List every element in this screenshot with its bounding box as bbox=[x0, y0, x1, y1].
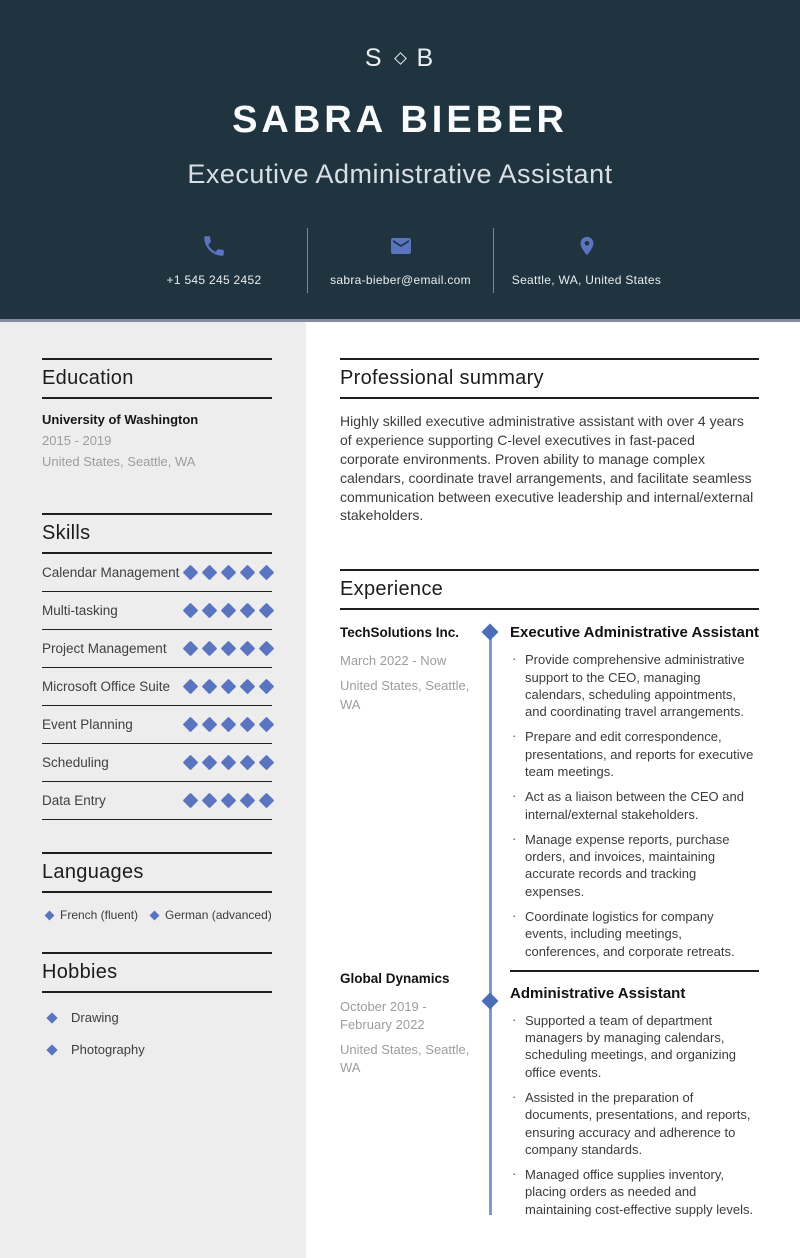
timeline-column bbox=[470, 624, 510, 960]
summary-title-block bbox=[340, 358, 759, 399]
skill-label: Event Planning bbox=[42, 717, 133, 732]
languages-title: Languages bbox=[42, 861, 144, 883]
job-dates: October 2019 - February 2022 bbox=[340, 998, 427, 1032]
monogram-left-letter: S bbox=[364, 44, 384, 72]
education-section bbox=[42, 358, 272, 469]
job-bullet: · Supported a team of department managers by managing calendars, scheduling meetings, and organizing office events. bbox=[510, 1012, 759, 1081]
experience-title: Experience bbox=[340, 578, 444, 601]
languages-list bbox=[42, 908, 272, 922]
skill-row bbox=[42, 630, 272, 668]
phone-number: +1 545 245 2452 bbox=[166, 273, 262, 287]
language-item bbox=[46, 908, 138, 922]
skill-diamond-icon bbox=[259, 679, 275, 695]
job-bullet-list bbox=[510, 1012, 759, 1218]
phone-icon bbox=[201, 232, 227, 260]
skill-diamond-icon bbox=[202, 565, 218, 581]
candidate-name: SABRA BIEBER bbox=[232, 99, 568, 141]
skill-diamond-icon bbox=[240, 641, 256, 657]
skill-diamond-icon bbox=[240, 565, 256, 581]
skill-diamond-icon bbox=[183, 565, 199, 581]
skill-diamond-icon bbox=[183, 641, 199, 657]
diamond-bullet-icon bbox=[45, 910, 55, 920]
education-title-block bbox=[42, 358, 272, 399]
job-bullet: · Manage expense reports, purchase orders, and invoices, maintaining accurate records and tracking expenses. bbox=[510, 831, 759, 900]
contact-phone bbox=[121, 228, 307, 293]
email-icon bbox=[386, 232, 416, 260]
skill-label: Project Management bbox=[42, 641, 167, 656]
hobby-item bbox=[42, 1042, 272, 1057]
skill-level-diamonds bbox=[185, 681, 272, 692]
skills-title: Skills bbox=[42, 522, 91, 544]
header bbox=[0, 0, 800, 322]
skill-diamond-icon bbox=[183, 679, 199, 695]
job-separator bbox=[510, 970, 759, 972]
diamond-bullet-icon bbox=[46, 1012, 57, 1023]
skill-diamond-icon bbox=[221, 679, 237, 695]
skill-label: Multi-tasking bbox=[42, 603, 118, 618]
job-bullet-list bbox=[510, 651, 759, 960]
job-bullet: · Managed office supplies inventory, placing orders as needed and maintaining cost-effective supply levels. bbox=[510, 1166, 759, 1218]
skills-list bbox=[42, 554, 272, 820]
education-title: Education bbox=[42, 367, 134, 389]
job-details bbox=[510, 624, 759, 960]
diamond-bullet-icon bbox=[46, 1044, 57, 1055]
skill-diamond-icon bbox=[183, 755, 199, 771]
education-dates: 2015 - 2019 bbox=[42, 433, 112, 448]
skill-diamond-icon bbox=[240, 603, 256, 619]
job-entry bbox=[340, 624, 759, 960]
contact-email bbox=[307, 228, 493, 293]
skill-diamond-icon bbox=[221, 565, 237, 581]
job-entry bbox=[340, 970, 759, 1218]
sidebar bbox=[0, 322, 306, 1258]
candidate-job-title: Executive Administrative Assistant bbox=[187, 159, 613, 189]
skill-diamond-icon bbox=[259, 641, 275, 657]
skill-diamond-icon bbox=[183, 603, 199, 619]
job-location: United States, Seattle, WA bbox=[340, 1042, 470, 1076]
hobby-label: Photography bbox=[71, 1042, 145, 1057]
hobbies-section bbox=[42, 952, 272, 1057]
skill-diamond-icon bbox=[221, 755, 237, 771]
experience-title-block bbox=[340, 569, 759, 610]
skill-diamond-icon bbox=[183, 717, 199, 733]
skill-row bbox=[42, 554, 272, 592]
skill-level-diamonds bbox=[185, 719, 272, 730]
skill-diamond-icon bbox=[202, 755, 218, 771]
job-role-title: Administrative Assistant bbox=[510, 984, 686, 1002]
skill-row bbox=[42, 592, 272, 630]
skill-label: Scheduling bbox=[42, 755, 109, 770]
monogram-right-letter: B bbox=[416, 44, 436, 72]
summary-title: Professional summary bbox=[340, 367, 544, 389]
summary-section bbox=[340, 358, 759, 525]
language-label: German (advanced) bbox=[165, 908, 272, 922]
skill-diamond-icon bbox=[259, 717, 275, 733]
timeline-diamond-icon bbox=[482, 624, 499, 641]
company-name: TechSolutions Inc. bbox=[340, 625, 460, 641]
skill-diamond-icon bbox=[202, 793, 218, 809]
skill-label: Calendar Management bbox=[42, 565, 180, 580]
skill-level-diamonds bbox=[185, 757, 272, 768]
skill-diamond-icon bbox=[240, 717, 256, 733]
job-details bbox=[510, 970, 759, 1218]
skill-level-diamonds bbox=[185, 567, 272, 578]
location-pin-icon bbox=[576, 232, 598, 260]
hobbies-list bbox=[42, 1010, 272, 1057]
skill-diamond-icon bbox=[240, 755, 256, 771]
skill-diamond-icon bbox=[221, 641, 237, 657]
job-bullet: · Coordinate logistics for company events, including meetings, conferences, and corporate retreats. bbox=[510, 908, 759, 960]
skills-section bbox=[42, 513, 272, 820]
skill-row bbox=[42, 782, 272, 820]
job-location: United States, Seattle, WA bbox=[340, 678, 470, 712]
skill-diamond-icon bbox=[259, 565, 275, 581]
language-item bbox=[151, 908, 272, 922]
skill-diamond-icon bbox=[221, 717, 237, 733]
hobbies-title-block bbox=[42, 952, 272, 993]
contact-location bbox=[493, 228, 679, 293]
skill-diamond-icon bbox=[202, 717, 218, 733]
skill-level-diamonds bbox=[185, 795, 272, 806]
job-role-title: Executive Administrative Assistant bbox=[510, 624, 759, 642]
company-name: Global Dynamics bbox=[340, 970, 450, 986]
experience-section bbox=[340, 569, 759, 1218]
skill-label: Data Entry bbox=[42, 793, 106, 808]
education-location: United States, Seattle, WA bbox=[42, 454, 196, 469]
main-column bbox=[306, 322, 800, 1258]
monogram-diamond-icon bbox=[394, 52, 407, 65]
timeline-diamond-icon bbox=[482, 992, 499, 1009]
skill-label: Microsoft Office Suite bbox=[42, 679, 171, 694]
hobby-item bbox=[42, 1010, 272, 1025]
job-meta bbox=[340, 970, 470, 1218]
email-address: sabra-bieber@email.com bbox=[330, 273, 471, 287]
summary-text: Highly skilled executive administrative assistant with over 4 years of experience supporting C-level executives in fast-paced corporate environments. Proven ability to manage complex calendars, coordinate travel arrangements, and facilitate seamless communication between executive leadership and internal/external stakeholders. bbox=[340, 413, 754, 524]
monogram bbox=[0, 44, 800, 73]
timeline-column bbox=[470, 970, 510, 1218]
skill-diamond-icon bbox=[240, 793, 256, 809]
skill-diamond-icon bbox=[183, 793, 199, 809]
education-entry bbox=[42, 412, 272, 469]
skill-diamond-icon bbox=[259, 603, 275, 619]
skills-title-block bbox=[42, 513, 272, 554]
skill-diamond-icon bbox=[259, 755, 275, 771]
diamond-bullet-icon bbox=[150, 910, 160, 920]
resume-body bbox=[0, 322, 800, 1258]
hobbies-title: Hobbies bbox=[42, 961, 118, 983]
job-meta bbox=[340, 624, 470, 960]
skill-diamond-icon bbox=[240, 679, 256, 695]
education-school: University of Washington bbox=[42, 412, 199, 427]
skill-level-diamonds bbox=[185, 643, 272, 654]
skill-level-diamonds bbox=[185, 605, 272, 616]
location-text: Seattle, WA, United States bbox=[511, 273, 662, 287]
language-label: French (fluent) bbox=[60, 908, 139, 922]
job-dates: March 2022 - Now bbox=[340, 653, 447, 669]
skill-diamond-icon bbox=[221, 603, 237, 619]
job-bullet: · Act as a liaison between the CEO and internal/external stakeholders. bbox=[510, 788, 759, 823]
skill-diamond-icon bbox=[202, 641, 218, 657]
languages-section bbox=[42, 852, 272, 922]
skill-diamond-icon bbox=[202, 603, 218, 619]
jobs-list bbox=[340, 624, 759, 1218]
skill-diamond-icon bbox=[259, 793, 275, 809]
skill-diamond-icon bbox=[221, 793, 237, 809]
job-bullet: · Prepare and edit correspondence, presentations, and reports for executive team meetings. bbox=[510, 728, 759, 780]
languages-title-block bbox=[42, 852, 272, 893]
job-bullet: · Provide comprehensive administrative support to the CEO, managing calendars, scheduling appointments, and coordinating travel arrangements. bbox=[510, 651, 759, 720]
contact-row bbox=[0, 228, 800, 293]
skill-diamond-icon bbox=[202, 679, 218, 695]
skill-row bbox=[42, 706, 272, 744]
hobby-label: Drawing bbox=[71, 1010, 119, 1025]
job-bullet: · Assisted in the preparation of documents, presentations, and reports, ensuring accuracy and adherence to company standards. bbox=[510, 1089, 759, 1158]
skill-row bbox=[42, 744, 272, 782]
skill-row bbox=[42, 668, 272, 706]
